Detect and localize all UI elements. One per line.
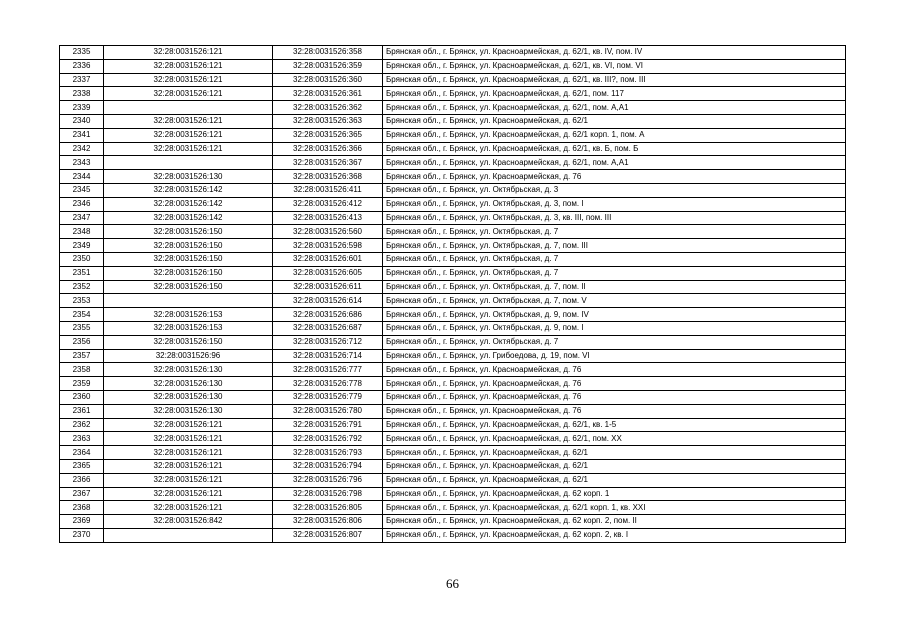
- parent-cadastral-cell: 32:28:0031526:121: [104, 473, 273, 487]
- cadastral-number-cell: 32:28:0031526:367: [273, 156, 383, 170]
- table-row: [60, 142, 846, 156]
- address-cell: Брянская обл., г. Брянск, ул. Красноармейская, д. 62/1: [383, 473, 846, 487]
- address-cell: Брянская обл., г. Брянск, ул. Красноармейская, д. 62/1, пом. 117: [383, 87, 846, 101]
- table-row: [60, 473, 846, 487]
- parent-cadastral-cell: [104, 156, 273, 170]
- parent-cadastral-cell: 32:28:0031526:121: [104, 501, 273, 515]
- row-number-cell: 2345: [60, 183, 104, 197]
- row-number-cell: 2350: [60, 252, 104, 266]
- cadastral-number-cell: 32:28:0031526:359: [273, 59, 383, 73]
- table-row: [60, 128, 846, 142]
- address-cell: Брянская обл., г. Брянск, ул. Красноармейская, д. 76: [383, 390, 846, 404]
- cadastral-number-cell: 32:28:0031526:798: [273, 487, 383, 501]
- address-cell: Брянская обл., г. Брянск, ул. Красноармейская, д. 62/1 корп. 1, кв. XXI: [383, 501, 846, 515]
- parent-cadastral-cell: [104, 101, 273, 115]
- cadastral-number-cell: 32:28:0031526:362: [273, 101, 383, 115]
- table-row: [60, 183, 846, 197]
- parent-cadastral-cell: 32:28:0031526:150: [104, 266, 273, 280]
- parent-cadastral-cell: 32:28:0031526:121: [104, 487, 273, 501]
- address-cell: Брянская обл., г. Брянск, ул. Красноармейская, д. 62/1: [383, 114, 846, 128]
- table-row: [60, 46, 846, 60]
- row-number-cell: 2364: [60, 446, 104, 460]
- cadastral-number-cell: 32:28:0031526:805: [273, 501, 383, 515]
- row-number-cell: 2342: [60, 142, 104, 156]
- address-cell: Брянская обл., г. Брянск, ул. Красноармейская, д. 62/1 корп. 1, пом. А: [383, 128, 846, 142]
- row-number-cell: 2357: [60, 349, 104, 363]
- table-row: [60, 294, 846, 308]
- cadastral-number-cell: 32:28:0031526:601: [273, 252, 383, 266]
- cadastral-number-cell: 32:28:0031526:560: [273, 225, 383, 239]
- row-number-cell: 2354: [60, 308, 104, 322]
- row-number-cell: 2355: [60, 321, 104, 335]
- address-cell: Брянская обл., г. Брянск, ул. Октябрьская, д. 7, пом. II: [383, 280, 846, 294]
- address-cell: Брянская обл., г. Брянск, ул. Красноармейская, д. 62/1, пом. А,А1: [383, 156, 846, 170]
- table-row: [60, 528, 846, 542]
- table-row: [60, 335, 846, 349]
- address-cell: Брянская обл., г. Брянск, ул. Красноармейская, д. 76: [383, 377, 846, 391]
- parent-cadastral-cell: 32:28:0031526:121: [104, 73, 273, 87]
- parent-cadastral-cell: 32:28:0031526:121: [104, 446, 273, 460]
- table-row: [60, 501, 846, 515]
- table-row: [60, 87, 846, 101]
- cadastral-number-cell: 32:28:0031526:358: [273, 46, 383, 60]
- address-cell: Брянская обл., г. Брянск, ул. Красноармейская, д. 62/1, пом. XX: [383, 432, 846, 446]
- address-cell: Брянская обл., г. Брянск, ул. Октябрьская, д. 3, кв. III, пом. III: [383, 211, 846, 225]
- cadastral-number-cell: 32:28:0031526:366: [273, 142, 383, 156]
- table-row: [60, 170, 846, 184]
- parent-cadastral-cell: 32:28:0031526:121: [104, 87, 273, 101]
- table-row: [60, 363, 846, 377]
- cadastral-number-cell: 32:28:0031526:712: [273, 335, 383, 349]
- address-cell: Брянская обл., г. Брянск, ул. Октябрьская, д. 7, пом. V: [383, 294, 846, 308]
- parent-cadastral-cell: 32:28:0031526:121: [104, 128, 273, 142]
- address-cell: Брянская обл., г. Брянск, ул. Октябрьская, д. 3, пом. I: [383, 197, 846, 211]
- parent-cadastral-cell: 32:28:0031526:130: [104, 363, 273, 377]
- address-cell: Брянская обл., г. Брянск, ул. Красноармейская, д. 76: [383, 170, 846, 184]
- row-number-cell: 2363: [60, 432, 104, 446]
- cadastral-number-cell: 32:28:0031526:412: [273, 197, 383, 211]
- cadastral-number-cell: 32:28:0031526:411: [273, 183, 383, 197]
- row-number-cell: 2348: [60, 225, 104, 239]
- table-row: [60, 239, 846, 253]
- cadastral-number-cell: 32:28:0031526:777: [273, 363, 383, 377]
- table-row: [60, 225, 846, 239]
- parent-cadastral-cell: 32:28:0031526:121: [104, 418, 273, 432]
- cadastral-number-cell: 32:28:0031526:614: [273, 294, 383, 308]
- parent-cadastral-cell: 32:28:0031526:142: [104, 197, 273, 211]
- row-number-cell: 2356: [60, 335, 104, 349]
- table-row: [60, 432, 846, 446]
- parent-cadastral-cell: 32:28:0031526:130: [104, 390, 273, 404]
- row-number-cell: 2337: [60, 73, 104, 87]
- cadastral-number-cell: 32:28:0031526:598: [273, 239, 383, 253]
- table-row: [60, 459, 846, 473]
- address-cell: Брянская обл., г. Брянск, ул. Красноармейская, д. 62/1, кв. Б, пом. Б: [383, 142, 846, 156]
- parent-cadastral-cell: 32:28:0031526:96: [104, 349, 273, 363]
- parent-cadastral-cell: 32:28:0031526:121: [104, 142, 273, 156]
- table-row: [60, 515, 846, 529]
- address-cell: Брянская обл., г. Брянск, ул. Октябрьская, д. 7, пом. III: [383, 239, 846, 253]
- row-number-cell: 2365: [60, 459, 104, 473]
- cadastral-number-cell: 32:28:0031526:806: [273, 515, 383, 529]
- table-body: [60, 46, 846, 543]
- row-number-cell: 2368: [60, 501, 104, 515]
- cadastral-table: [59, 45, 846, 543]
- address-cell: Брянская обл., г. Брянск, ул. Октябрьская, д. 7: [383, 252, 846, 266]
- row-number-cell: 2353: [60, 294, 104, 308]
- row-number-cell: 2344: [60, 170, 104, 184]
- row-number-cell: 2335: [60, 46, 104, 60]
- cadastral-number-cell: 32:28:0031526:686: [273, 308, 383, 322]
- address-cell: Брянская обл., г. Брянск, ул. Красноармейская, д. 62 корп. 2, кв. I: [383, 528, 846, 542]
- cadastral-number-cell: 32:28:0031526:714: [273, 349, 383, 363]
- row-number-cell: 2369: [60, 515, 104, 529]
- parent-cadastral-cell: 32:28:0031526:842: [104, 515, 273, 529]
- table-row: [60, 280, 846, 294]
- parent-cadastral-cell: 32:28:0031526:121: [104, 459, 273, 473]
- cadastral-number-cell: 32:28:0031526:792: [273, 432, 383, 446]
- row-number-cell: 2358: [60, 363, 104, 377]
- address-cell: Брянская обл., г. Брянск, ул. Красноармейская, д. 62/1, кв. IV, пом. IV: [383, 46, 846, 60]
- table-row: [60, 308, 846, 322]
- row-number-cell: 2347: [60, 211, 104, 225]
- table-row: [60, 197, 846, 211]
- parent-cadastral-cell: 32:28:0031526:142: [104, 183, 273, 197]
- cadastral-number-cell: 32:28:0031526:605: [273, 266, 383, 280]
- row-number-cell: 2360: [60, 390, 104, 404]
- parent-cadastral-cell: 32:28:0031526:121: [104, 114, 273, 128]
- parent-cadastral-cell: 32:28:0031526:153: [104, 308, 273, 322]
- parent-cadastral-cell: 32:28:0031526:130: [104, 170, 273, 184]
- row-number-cell: 2352: [60, 280, 104, 294]
- table-row: [60, 211, 846, 225]
- parent-cadastral-cell: 32:28:0031526:150: [104, 252, 273, 266]
- address-cell: Брянская обл., г. Брянск, ул. Красноармейская, д. 62 корп. 1: [383, 487, 846, 501]
- table-row: [60, 349, 846, 363]
- table-row: [60, 390, 846, 404]
- row-number-cell: 2349: [60, 239, 104, 253]
- cadastral-number-cell: 32:28:0031526:791: [273, 418, 383, 432]
- table-row: [60, 487, 846, 501]
- cadastral-number-cell: 32:28:0031526:413: [273, 211, 383, 225]
- row-number-cell: 2351: [60, 266, 104, 280]
- row-number-cell: 2359: [60, 377, 104, 391]
- cadastral-number-cell: 32:28:0031526:365: [273, 128, 383, 142]
- address-cell: Брянская обл., г. Брянск, ул. Красноармейская, д. 62/1, кв. VI, пом. VI: [383, 59, 846, 73]
- page-number: 66: [446, 576, 459, 591]
- address-cell: Брянская обл., г. Брянск, ул. Красноармейская, д. 62/1, пом. А,А1: [383, 101, 846, 115]
- cadastral-number-cell: 32:28:0031526:794: [273, 459, 383, 473]
- table-row: [60, 101, 846, 115]
- cadastral-number-cell: 32:28:0031526:807: [273, 528, 383, 542]
- address-cell: Брянская обл., г. Брянск, ул. Октябрьская, д. 7: [383, 335, 846, 349]
- parent-cadastral-cell: 32:28:0031526:150: [104, 239, 273, 253]
- address-cell: Брянская обл., г. Брянск, ул. Красноармейская, д. 76: [383, 404, 846, 418]
- parent-cadastral-cell: 32:28:0031526:142: [104, 211, 273, 225]
- table-row: [60, 321, 846, 335]
- cadastral-number-cell: 32:28:0031526:780: [273, 404, 383, 418]
- address-cell: Брянская обл., г. Брянск, ул. Красноармейская, д. 62 корп. 2, пом. II: [383, 515, 846, 529]
- parent-cadastral-cell: 32:28:0031526:121: [104, 59, 273, 73]
- table-row: [60, 73, 846, 87]
- parent-cadastral-cell: 32:28:0031526:153: [104, 321, 273, 335]
- cadastral-number-cell: 32:28:0031526:361: [273, 87, 383, 101]
- row-number-cell: 2336: [60, 59, 104, 73]
- cadastral-number-cell: 32:28:0031526:778: [273, 377, 383, 391]
- row-number-cell: 2346: [60, 197, 104, 211]
- parent-cadastral-cell: 32:28:0031526:121: [104, 432, 273, 446]
- address-cell: Брянская обл., г. Брянск, ул. Красноармейская, д. 76: [383, 363, 846, 377]
- cadastral-number-cell: 32:28:0031526:796: [273, 473, 383, 487]
- parent-cadastral-cell: 32:28:0031526:150: [104, 335, 273, 349]
- parent-cadastral-cell: 32:28:0031526:130: [104, 377, 273, 391]
- cadastral-number-cell: 32:28:0031526:611: [273, 280, 383, 294]
- row-number-cell: 2361: [60, 404, 104, 418]
- address-cell: Брянская обл., г. Брянск, ул. Красноармейская, д. 62/1, кв. III?, пом. III: [383, 73, 846, 87]
- cadastral-number-cell: 32:28:0031526:360: [273, 73, 383, 87]
- row-number-cell: 2366: [60, 473, 104, 487]
- row-number-cell: 2370: [60, 528, 104, 542]
- parent-cadastral-cell: 32:28:0031526:121: [104, 46, 273, 60]
- table-row: [60, 156, 846, 170]
- row-number-cell: 2338: [60, 87, 104, 101]
- parent-cadastral-cell: 32:28:0031526:130: [104, 404, 273, 418]
- address-cell: Брянская обл., г. Брянск, ул. Октябрьская, д. 9, пом. IV: [383, 308, 846, 322]
- address-cell: Брянская обл., г. Брянск, ул. Красноармейская, д. 62/1, кв. 1-5: [383, 418, 846, 432]
- table-row: [60, 252, 846, 266]
- address-cell: Брянская обл., г. Брянск, ул. Красноармейская, д. 62/1: [383, 459, 846, 473]
- table-row: [60, 446, 846, 460]
- cadastral-number-cell: 32:28:0031526:687: [273, 321, 383, 335]
- row-number-cell: 2341: [60, 128, 104, 142]
- address-cell: Брянская обл., г. Брянск, ул. Октябрьская, д. 9, пом. I: [383, 321, 846, 335]
- address-cell: Брянская обл., г. Брянск, ул. Октябрьская, д. 7: [383, 266, 846, 280]
- table-row: [60, 377, 846, 391]
- cadastral-number-cell: 32:28:0031526:793: [273, 446, 383, 460]
- cadastral-number-cell: 32:28:0031526:779: [273, 390, 383, 404]
- table-row: [60, 418, 846, 432]
- cadastral-number-cell: 32:28:0031526:368: [273, 170, 383, 184]
- row-number-cell: 2367: [60, 487, 104, 501]
- table-row: [60, 114, 846, 128]
- table-row: [60, 59, 846, 73]
- address-cell: Брянская обл., г. Брянск, ул. Октябрьская, д. 7: [383, 225, 846, 239]
- table-row: [60, 266, 846, 280]
- parent-cadastral-cell: [104, 528, 273, 542]
- table-row: [60, 404, 846, 418]
- address-cell: Брянская обл., г. Брянск, ул. Октябрьская, д. 3: [383, 183, 846, 197]
- cadastral-number-cell: 32:28:0031526:363: [273, 114, 383, 128]
- row-number-cell: 2362: [60, 418, 104, 432]
- row-number-cell: 2339: [60, 101, 104, 115]
- row-number-cell: 2340: [60, 114, 104, 128]
- address-cell: Брянская обл., г. Брянск, ул. Красноармейская, д. 62/1: [383, 446, 846, 460]
- parent-cadastral-cell: [104, 294, 273, 308]
- parent-cadastral-cell: 32:28:0031526:150: [104, 225, 273, 239]
- row-number-cell: 2343: [60, 156, 104, 170]
- address-cell: Брянская обл., г. Брянск, ул. Грибоедова, д. 19, пом. VI: [383, 349, 846, 363]
- parent-cadastral-cell: 32:28:0031526:150: [104, 280, 273, 294]
